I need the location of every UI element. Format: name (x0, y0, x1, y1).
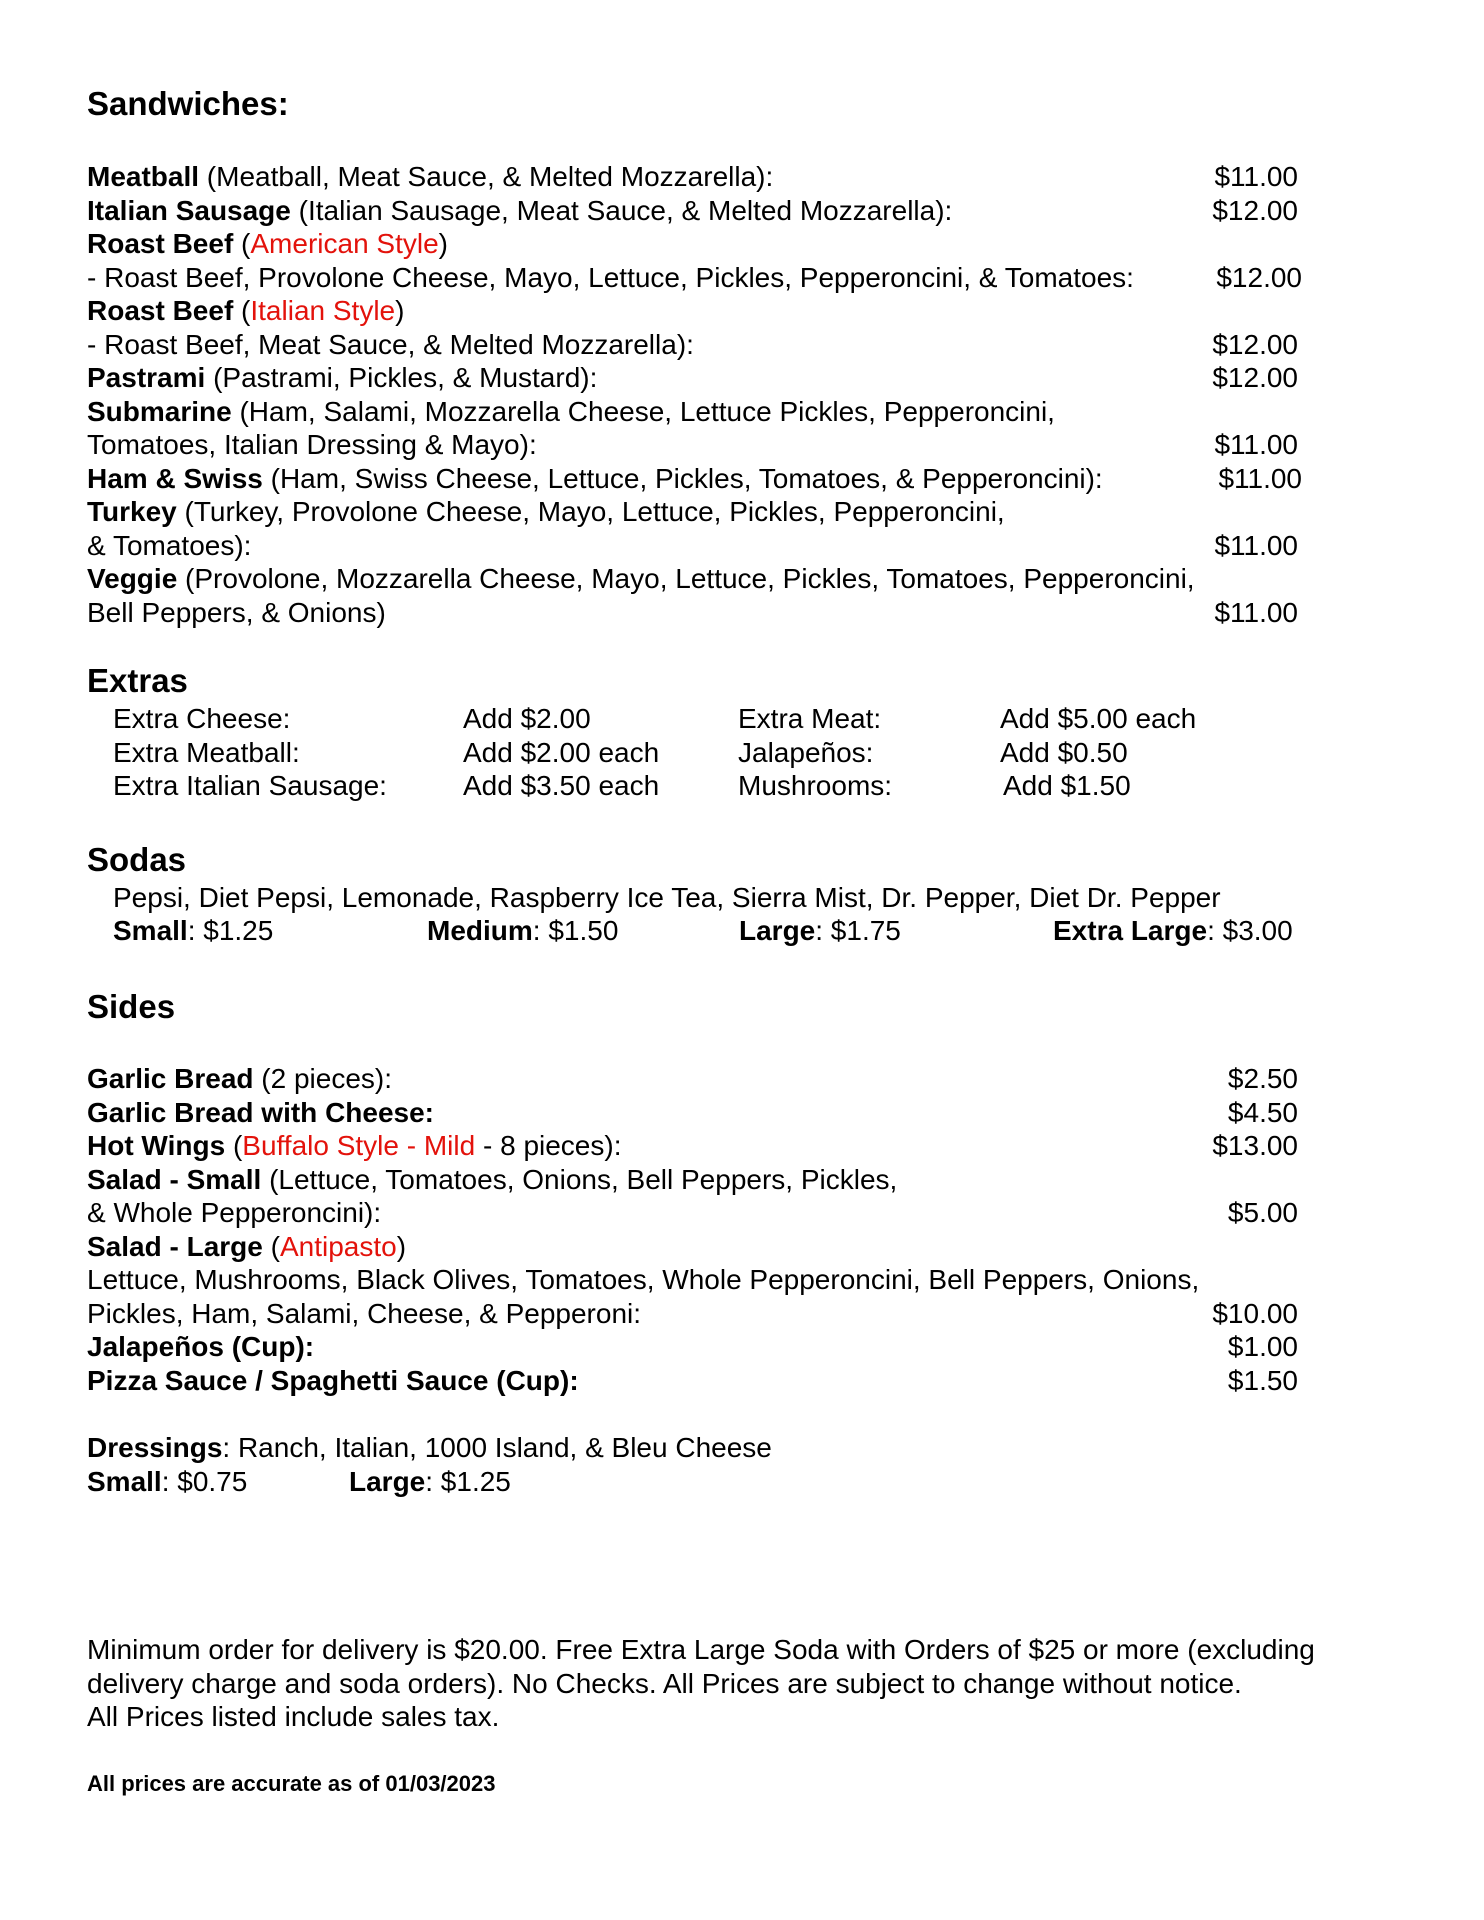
item-name: Salad - Large (87, 1231, 263, 1262)
footer-note-line-3: All Prices listed include sales tax. (87, 1701, 500, 1732)
style-label: American Style (250, 228, 439, 259)
item-desc: & Tomatoes): (87, 530, 252, 561)
menu-item-roast-beef-italian (87, 294, 404, 328)
item-name: Roast Beef (87, 228, 234, 259)
extras-heading: Extras (87, 662, 188, 699)
extras-price: Add $1.50 (1003, 770, 1131, 801)
size-label: Extra Large (1053, 915, 1208, 946)
side-salad-small (87, 1163, 897, 1197)
dressings-label: Dressings (87, 1432, 223, 1463)
item-desc: - Roast Beef, Provolone Cheese, Mayo, Lettuce, Pickles, Pepperoncini, & Tomatoes: (87, 262, 1134, 293)
size-label: Small (87, 1466, 162, 1497)
style-label: Antipasto (279, 1231, 397, 1262)
item-desc: Tomatoes, Italian Dressing & Mayo): (87, 429, 537, 460)
side-salad-large (87, 1230, 406, 1264)
item-price: $12.00 (1212, 195, 1298, 226)
item-price: $2.50 (1227, 1063, 1298, 1094)
item-price: $1.50 (1227, 1365, 1298, 1396)
style-label: Buffalo Style - Mild (242, 1130, 476, 1161)
style-label: Italian Style (250, 295, 396, 326)
extras-label: Jalapeños: (738, 737, 874, 768)
item-price: $11.00 (1214, 161, 1298, 192)
item-name: Submarine (87, 396, 232, 427)
menu-item-veggie (87, 562, 1195, 596)
paren-open: ( (233, 228, 251, 259)
item-price: $11.00 (1214, 597, 1298, 628)
item-price: $11.00 (1218, 463, 1302, 494)
item-desc: Lettuce, Mushrooms, Black Olives, Tomatoes, Whole Pepperoncini, Bell Peppers, Onions, (87, 1264, 1200, 1295)
paren-open: ( (262, 1231, 280, 1262)
item-name: Pastrami (87, 362, 206, 393)
size-price: : $1.50 (532, 915, 619, 946)
size-label: Small (113, 915, 188, 946)
sodas-flavors: Pepsi, Diet Pepsi, Lemonade, Raspberry Ice Tea, Sierra Mist, Dr. Pepper, Diet Dr. Pepper (113, 882, 1221, 913)
item-desc: (Pastrami, Pickles, & Mustard): (205, 362, 598, 393)
item-name: Meatball (87, 161, 200, 192)
item-desc: - 8 pieces): (475, 1130, 622, 1161)
menu-item-turkey (87, 495, 1005, 529)
side-garlic-bread-cheese: Garlic Bread with Cheese: (87, 1097, 435, 1128)
paren-close: ) (396, 1231, 407, 1262)
extras-label: Mushrooms: (738, 770, 893, 801)
extras-price: Add $2.00 (463, 703, 591, 734)
sandwiches-heading: Sandwiches: (87, 85, 289, 122)
size-label: Medium (427, 915, 533, 946)
item-price: $10.00 (1212, 1298, 1298, 1329)
item-desc: (Italian Sausage, Meat Sauce, & Melted Mozzarella): (290, 195, 953, 226)
item-desc: (Provolone, Mozzarella Cheese, Mayo, Lettuce, Pickles, Tomatoes, Pepperoncini, (177, 563, 1195, 594)
extras-price: Add $0.50 (1000, 737, 1128, 768)
size-price: : $3.00 (1207, 915, 1293, 946)
extras-label: Extra Meat: (738, 703, 882, 734)
side-garlic-bread (87, 1062, 392, 1096)
paren-open: ( (233, 295, 251, 326)
menu-item-italian-sausage (87, 194, 952, 228)
item-name: Salad - Small (87, 1164, 262, 1195)
item-name: Roast Beef (87, 295, 234, 326)
item-desc: (Ham, Salami, Mozzarella Cheese, Lettuce Pickles, Pepperoncini, (231, 396, 1055, 427)
item-desc: Pickles, Ham, Salami, Cheese, & Pepperoni: (87, 1298, 642, 1329)
item-price: $1.00 (1227, 1331, 1298, 1362)
item-desc: - Roast Beef, Meat Sauce, & Melted Mozzarella): (87, 329, 694, 360)
extras-price: Add $5.00 each (1000, 703, 1197, 734)
item-desc: (2 pieces): (253, 1063, 393, 1094)
item-price: $11.00 (1214, 530, 1298, 561)
dressing-size-large (349, 1465, 511, 1499)
menu-item-submarine (87, 395, 1055, 429)
item-price: $12.00 (1212, 362, 1298, 393)
item-price: $12.00 (1212, 329, 1298, 360)
soda-size-extra-large (1053, 914, 1293, 948)
item-price: $4.50 (1227, 1097, 1298, 1128)
item-price: $11.00 (1214, 429, 1298, 460)
menu-item-roast-beef-american (87, 227, 448, 261)
side-jalapenos: Jalapeños (Cup): (87, 1331, 315, 1362)
item-desc: (Turkey, Provolone Cheese, Mayo, Lettuce, Pickles, Pepperoncini, (176, 496, 1005, 527)
size-price: : $1.25 (187, 915, 274, 946)
side-hot-wings (87, 1129, 621, 1163)
soda-size-small (113, 914, 273, 948)
menu-item-ham-swiss (87, 462, 1103, 496)
item-name: Italian Sausage (87, 195, 291, 226)
extras-price: Add $2.00 each (463, 737, 660, 768)
item-desc: & Whole Pepperoncini): (87, 1197, 382, 1228)
dressings-options: : Ranch, Italian, 1000 Island, & Bleu Cheese (222, 1432, 772, 1463)
size-label: Large (349, 1466, 426, 1497)
size-price: : $0.75 (161, 1466, 248, 1497)
extras-label: Extra Italian Sausage: (113, 770, 387, 801)
item-desc: (Lettuce, Tomatoes, Onions, Bell Peppers, Pickles, (261, 1164, 898, 1195)
paren-close: ) (438, 228, 448, 259)
item-desc: Bell Peppers, & Onions) (87, 597, 386, 628)
menu-item-meatball (87, 160, 773, 194)
item-desc: (Ham, Swiss Cheese, Lettuce, Pickles, Tomatoes, & Pepperoncini): (262, 463, 1103, 494)
extras-label: Extra Meatball: (113, 737, 300, 768)
item-name: Turkey (87, 496, 177, 527)
soda-size-large (739, 914, 901, 948)
dressings-list (87, 1431, 772, 1465)
dressing-size-small (87, 1465, 247, 1499)
extras-price: Add $3.50 each (463, 770, 660, 801)
size-label: Large (739, 915, 816, 946)
sides-heading: Sides (87, 988, 176, 1025)
size-price: : $1.25 (425, 1466, 511, 1497)
accuracy-date-note: All prices are accurate as of 01/03/2023 (87, 1771, 496, 1796)
item-price: $5.00 (1227, 1197, 1298, 1228)
paren-open: ( (225, 1130, 243, 1161)
item-name: Ham & Swiss (87, 463, 263, 494)
item-name: Hot Wings (87, 1130, 226, 1161)
item-price: $13.00 (1212, 1130, 1298, 1161)
size-price: : $1.75 (815, 915, 901, 946)
extras-label: Extra Cheese: (113, 703, 291, 734)
item-price: $12.00 (1216, 262, 1302, 293)
paren-close: ) (395, 295, 405, 326)
item-name: Garlic Bread (87, 1063, 254, 1094)
sodas-heading: Sodas (87, 841, 187, 878)
footer-note-line-1: Minimum order for delivery is $20.00. Free Extra Large Soda with Orders of $25 or more (excluding (87, 1634, 1315, 1665)
item-name: Veggie (87, 563, 178, 594)
soda-size-medium (427, 914, 618, 948)
footer-note-line-2: delivery charge and soda orders). No Checks. All Prices are subject to change without notice. (87, 1668, 1242, 1699)
side-sauce: Pizza Sauce / Spaghetti Sauce (Cup): (87, 1365, 579, 1396)
menu-item-pastrami (87, 361, 597, 395)
item-desc: (Meatball, Meat Sauce, & Melted Mozzarella): (199, 161, 774, 192)
